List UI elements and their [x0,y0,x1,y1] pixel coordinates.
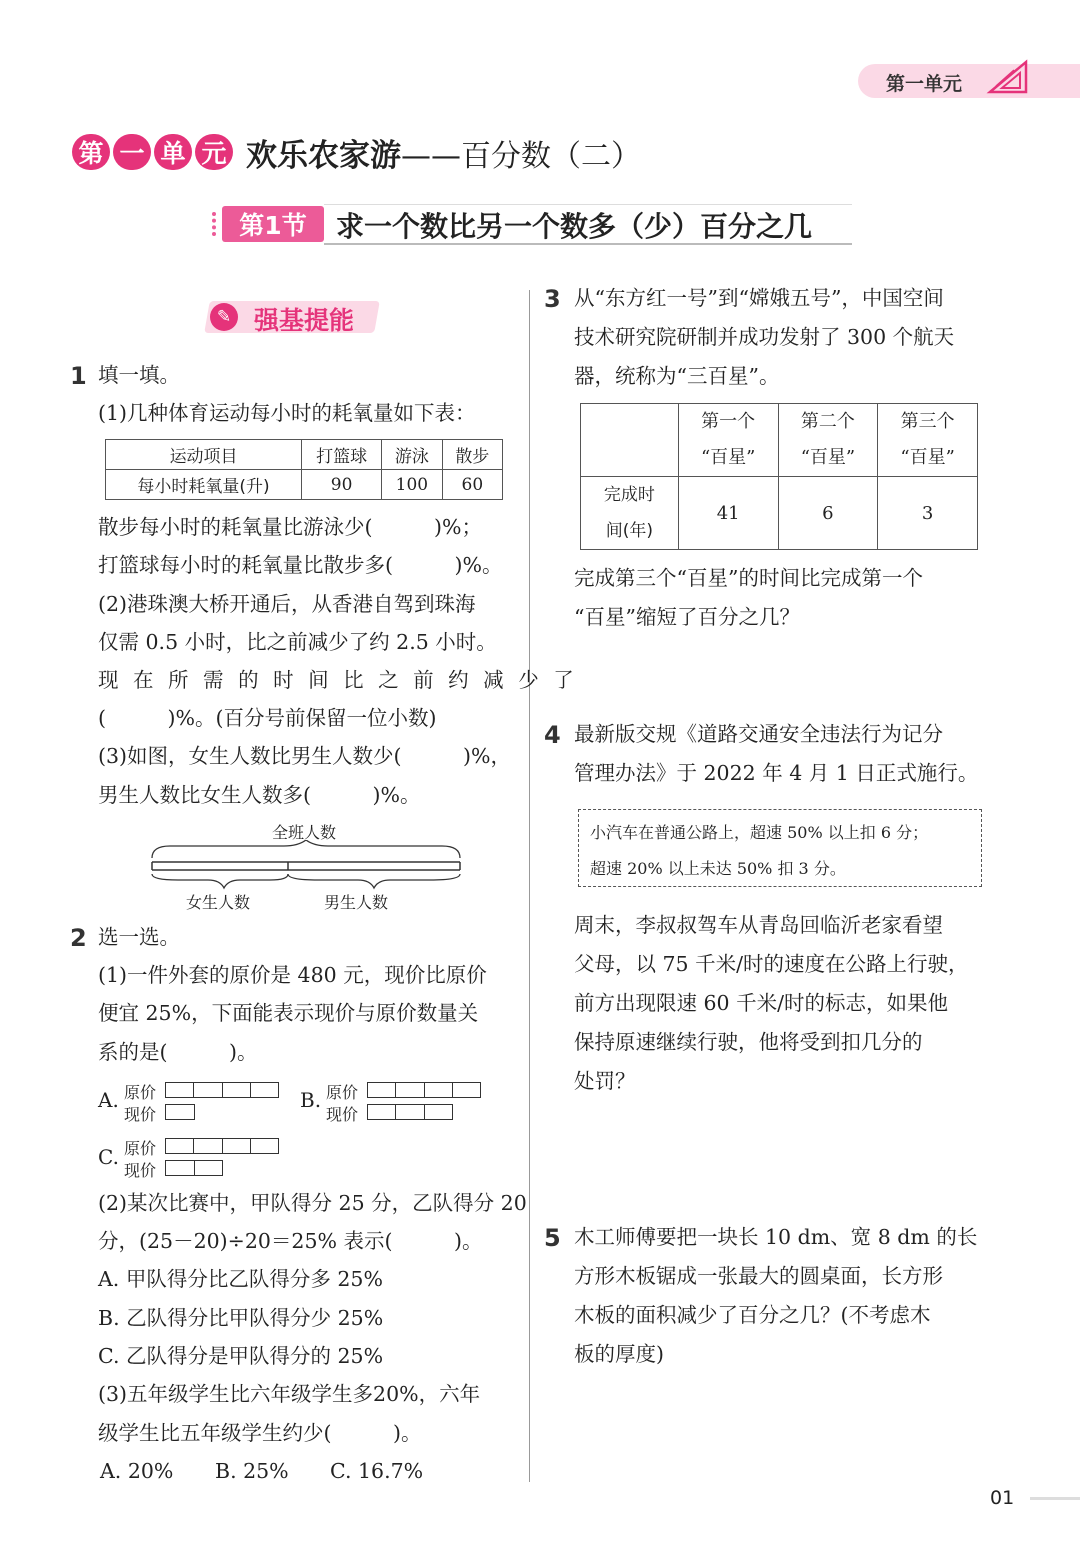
option-text[interactable]: B. 25% [215,1459,289,1483]
unit-tab-label: 第一单元 [886,73,963,95]
question-text: 仅需 0.5 小时，比之前减少了约 2.5 小时。 [98,630,497,654]
question-number: 1 [70,362,87,390]
satellite-table [580,403,978,550]
option-text[interactable]: C. 乙队得分是甲队得分的 25% [98,1344,384,1368]
bar-now [165,1104,195,1120]
table-cell: 3 [878,477,978,550]
question-text: 完成第三个“百星”的时间比完成第一个 [574,566,923,590]
question-text: 从“东方红一号”到“嫦娥五号”，中国空间 [574,286,944,310]
bar-now [165,1160,223,1176]
oxygen-table [105,439,503,500]
rule-text: 小汽车在普通公路上，超速 50% 以上扣 6 分； [590,823,929,842]
diagram-label-girls: 女生人数 [186,893,251,912]
bar-original [367,1082,481,1098]
question-text: “百星”缩短了百分之几？ [574,605,800,629]
question-stem: 选一选。 [98,925,180,949]
question-text: 便宜 25%，下面能表示现价与原价数量关 [98,1001,479,1025]
table-cell: 100 [382,470,443,500]
question-text: 前方出现限速 60 千米/时的标志，如果他 [574,991,949,1015]
bar-label-original: 原价 [326,1083,359,1102]
table-header-cell: 第三个 “百星” [878,404,978,477]
question-text: 散步每小时的耗氧量比游泳少( )%； [98,515,482,539]
question-stem: 填一填。 [98,363,180,387]
table-header-cell: 游泳 [382,440,443,470]
question-text: 保持原速继续行驶，他将受到扣几分的 [574,1030,923,1054]
option-text[interactable]: A. 甲队得分比乙队得分多 25% [98,1267,383,1291]
unit-title [246,130,641,175]
option-text[interactable]: B. 乙队得分比甲队得分少 25% [98,1306,384,1330]
question-text: 器，统称为“三百星”。 [574,364,780,388]
question-text: 管理办法》于 2022 年 4 月 1 日正式施行。 [574,761,979,785]
question-text: 木工师傅要把一块长 10 dm、宽 8 dm 的长 [574,1225,978,1249]
option-letter[interactable]: B. [300,1088,322,1112]
bar-label-original: 原价 [124,1139,157,1158]
question-text: 级学生比五年级学生约少( )。 [98,1421,422,1445]
option-letter[interactable]: A. [98,1088,119,1112]
bar-now [367,1104,453,1120]
question-text: (1)几种体育运动每小时的耗氧量如下表： [98,401,476,425]
option-letter[interactable]: C. [98,1145,119,1169]
question-text: 男生人数比女生人数多( )%。 [98,783,421,807]
section-badge: 第1节 [222,206,324,242]
ruler-triangle-icon [986,58,1030,96]
unit-badge-char: 单 [154,134,192,170]
bar-original [165,1138,279,1154]
table-header-cell: 打篮球 [302,440,382,470]
question-number: 2 [70,924,87,952]
question-text: ( )%。(百分号前保留一位小数) [98,706,437,730]
table-row-label: 每小时耗氧量(升) [106,470,302,500]
question-text: 打篮球每小时的耗氧量比散步多( )%。 [98,553,503,577]
question-text: (2)某次比赛中，甲队得分 25 分，乙队得分 20 [98,1191,527,1215]
question-text: (3)五年级学生比六年级学生多20%，六年 [98,1382,481,1406]
bar-label-now: 现价 [124,1161,157,1180]
bar-original [165,1082,279,1098]
bar-label-now: 现价 [124,1105,157,1124]
option-text[interactable]: C. 16.7% [330,1459,424,1483]
practice-label: 强基提能 [254,306,355,335]
table-corner-cell [581,404,679,477]
question-text: 父母，以 75 千米/时的速度在公路上行驶， [574,952,969,976]
question-number: 3 [544,285,561,313]
question-text: 处罚？ [574,1069,636,1093]
question-text: 现 在 所 需 的 时 间 比 之 前 约 减 少 了 [98,668,578,692]
page-number: 01 [990,1487,1015,1509]
table-header-cell: 散步 [442,440,502,470]
table-cell: 6 [778,477,878,550]
question-text: (2)港珠澳大桥开通后，从香港自驾到珠海 [98,592,476,616]
question-text: 木板的面积减少了百分之几？(不考虑木 [574,1303,931,1327]
diagram-label-total: 全班人数 [272,823,337,842]
question-text: 系的是( )。 [98,1040,258,1064]
page-number-line [1030,1497,1080,1500]
unit-subtitle: ——百分数（二） [401,139,641,174]
unit-badge-char: 第 [72,134,110,170]
question-number: 4 [544,721,561,749]
pencil-icon: ✎ [210,303,238,331]
option-text[interactable]: A. 20% [100,1459,174,1483]
table-row-label: 完成时 间(年) [581,477,679,550]
table-header-cell: 第二个 “百星” [778,404,878,477]
bar-label-now: 现价 [326,1105,359,1124]
unit-header-tab [858,64,1080,98]
table-cell: 41 [678,477,778,550]
table-header-cell: 第一个 “百星” [678,404,778,477]
unit-title-main: 欢乐农家游 [246,138,401,174]
question-text: (3)如图，女生人数比男生人数少( )%， [98,744,512,768]
unit-badge [72,134,233,170]
section-title: 求一个数比另一个数多（少）百分之几 [336,210,813,243]
unit-badge-char: 元 [195,134,233,170]
question-number: 5 [544,1224,561,1252]
question-text: 板的厚度) [574,1342,664,1366]
unit-badge-char: 一 [113,134,151,170]
rule-text: 超速 20% 以上未达 50% 扣 3 分。 [590,859,846,878]
diagram-label-boys: 男生人数 [324,893,389,912]
segment-diagram [148,840,464,890]
question-text: 方形木板锯成一张最大的圆桌面，长方形 [574,1264,943,1288]
bar-label-original: 原价 [124,1083,157,1102]
column-divider [529,290,530,1482]
table-cell: 60 [442,470,502,500]
question-text: 技术研究院研制并成功发射了 300 个航天 [574,325,955,349]
table-header-cell: 运动项目 [106,440,302,470]
question-text: (1)一件外套的原价是 480 元，现价比原价 [98,963,487,987]
question-text: 分，(25－20)÷20＝25% 表示( )。 [98,1229,483,1253]
question-text: 周末，李叔叔驾车从青岛回临沂老家看望 [574,913,943,937]
question-text: 最新版交规《道路交通安全违法行为记分 [574,722,943,746]
table-cell: 90 [302,470,382,500]
